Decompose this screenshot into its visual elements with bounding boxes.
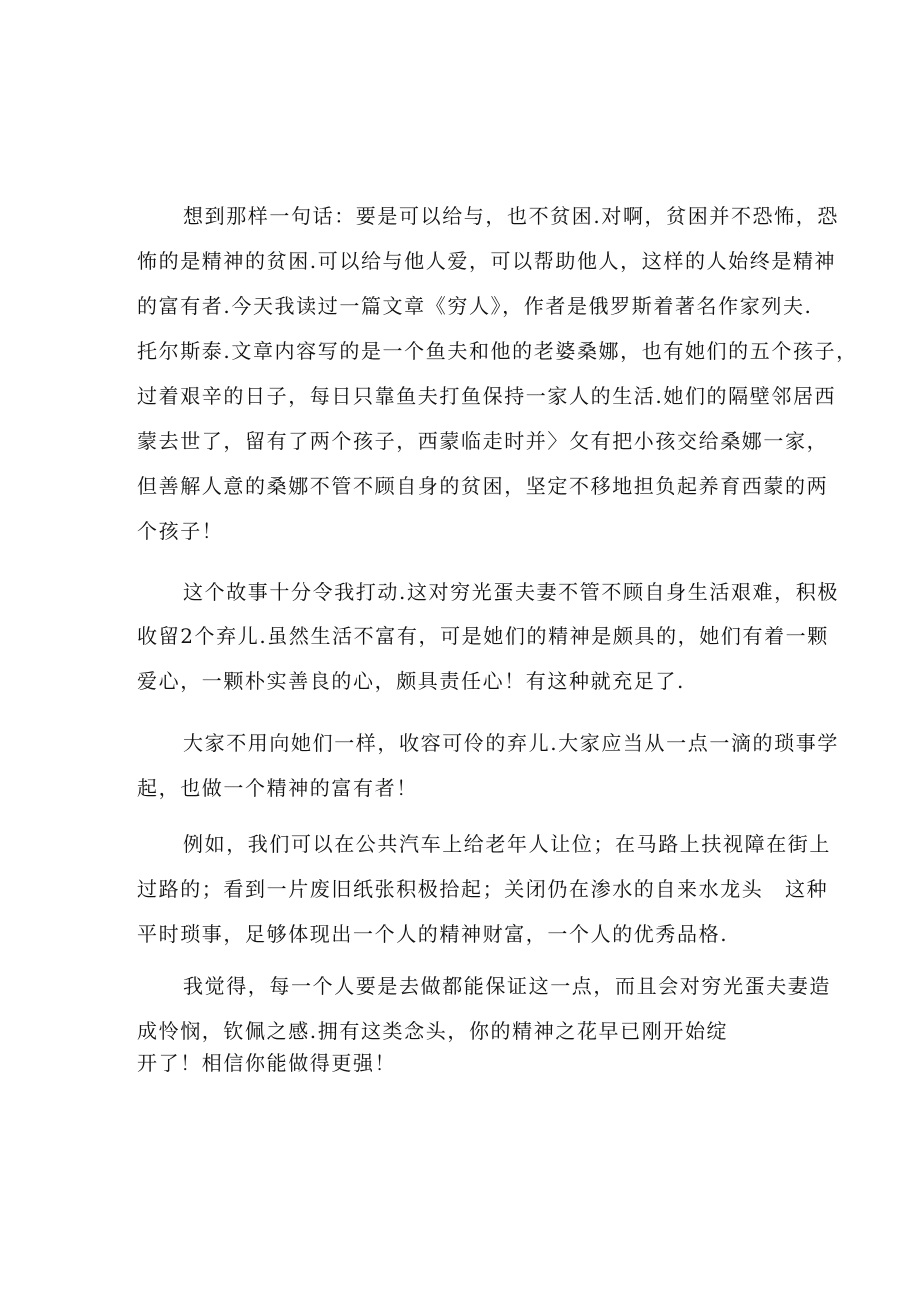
paragraph-2-line-2: 收留2个弃儿.虽然生活不富有，可是她们的精神是颇具的，她们有着一颗	[137, 624, 829, 648]
paragraph-4-line-1: 例如，我们可以在公共汽车上给老年人让位；在马路上扶视障在街上	[183, 832, 831, 856]
paragraph-4-line-2: 过路的；看到一片废旧纸张积极拾起；关闭仍在渗水的自来水龙头 这种	[137, 877, 829, 901]
paragraph-1-line-6: 蒙去世了，留有了两个孩子，西蒙临走时并〉攵有把小孩交给桑娜一家，	[137, 429, 829, 453]
paragraph-5-line-3: 开了！相信你能做得更强！	[137, 1051, 397, 1075]
paragraph-1-line-3: 的富有者.今天我读过一篇文章《穷人》，作者是俄罗斯着著名作家列夫.	[137, 294, 813, 318]
paragraph-1-line-5: 过着艰辛的日子，每日只靠鱼夫打鱼保持一家人的生活.她们的隔壁邻居西	[137, 384, 837, 408]
paragraph-4-line-3: 平时琐事，足够体现出一个人的精神财富，一个人的优秀品格.	[137, 922, 729, 946]
paragraph-1-line-7: 但善解人意的桑娜不管不顾自身的贫困，坚定不移地担负起养育西蒙的两	[137, 474, 829, 498]
paragraph-2-line-3: 爱心，一颗朴实善良的心，颇具责任心！有这种就充足了.	[137, 669, 685, 693]
paragraph-1-line-8: 个孩子！	[137, 519, 224, 543]
paragraph-2-line-1: 这个故事十分令我打动.这对穷光蛋夫妻不管不顾自身生活艰难，积极	[183, 580, 839, 604]
paragraph-5-line-1: 我觉得，每一个人要是去做都能保证这一点，而且会对穷光蛋夫妻造	[183, 974, 831, 998]
paragraph-3-line-2: 起，也做一个精神的富有者！	[137, 776, 418, 800]
paragraph-1-line-1: 想到那样一句话：要是可以给与，也不贫困.对啊，贫困并不恐怖，恐	[183, 204, 839, 228]
paragraph-1-line-2: 怖的是精神的贫困.可以给与他人爱，可以帮助他人，这样的人始终是精神	[137, 249, 837, 273]
paragraph-1-line-4: 托尔斯泰.文章内容写的是一个鱼夫和他的老婆桑娜，也有她们的五个孩子，	[137, 339, 858, 363]
paragraph-3-line-1: 大家不用向她们一样，收容可伶的弃儿.大家应当从一点一滴的琐事学	[183, 731, 839, 755]
paragraph-5-line-2: 成怜悯，钦佩之感.拥有这类念头，你的精神之花早已刚开始绽	[137, 1019, 729, 1043]
